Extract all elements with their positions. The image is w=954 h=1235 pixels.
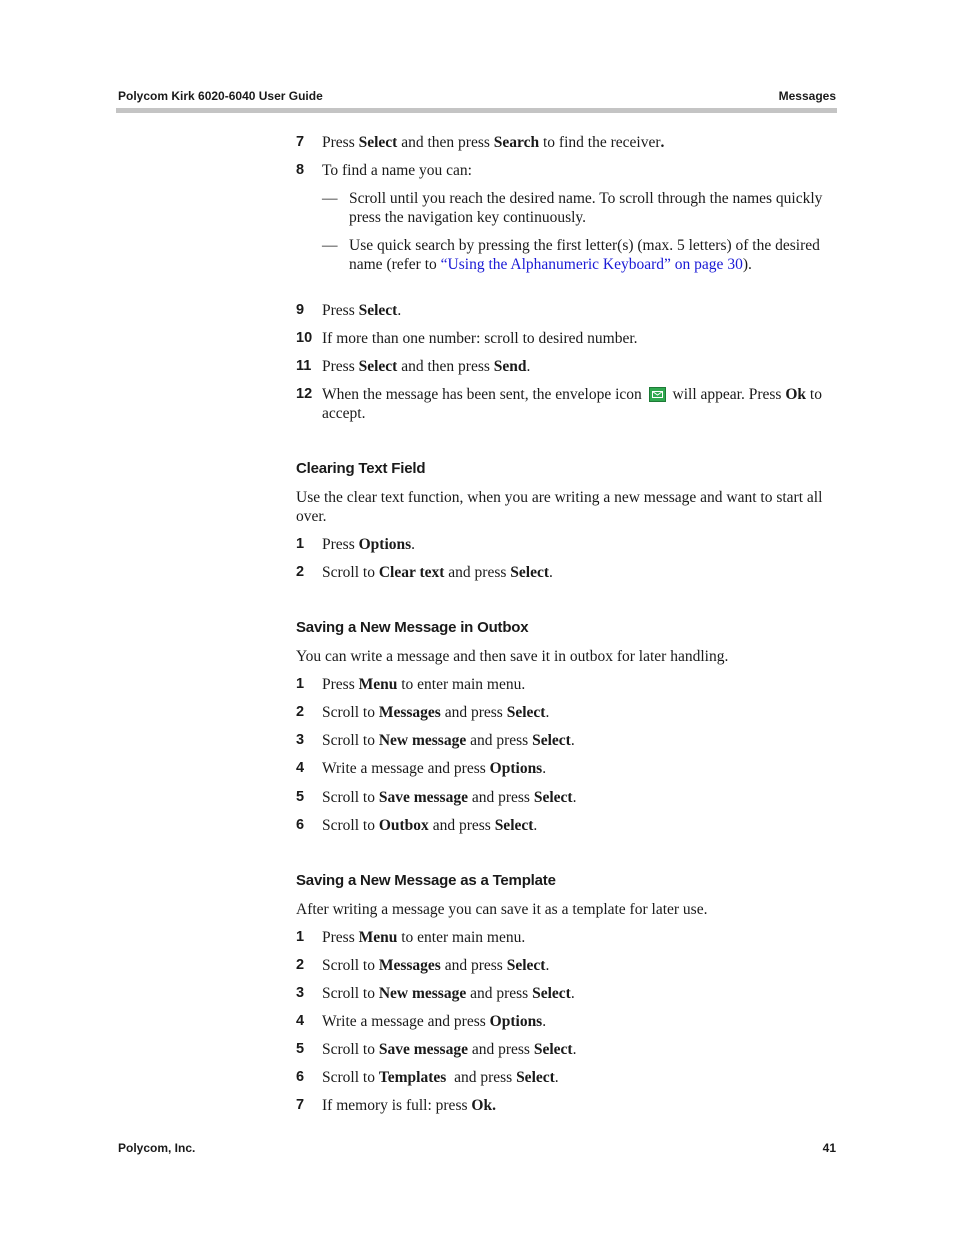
- step-text: When the message has been sent, the envelope icon will appear. Press Ok to accept.: [322, 386, 822, 422]
- step-text: If memory is full: press Ok.: [322, 1097, 496, 1114]
- step-text: Scroll to Clear text and press Select.: [322, 564, 553, 581]
- step-number: 1: [296, 676, 305, 692]
- heading-saving-outbox: Saving a New Message in Outbox: [296, 619, 529, 636]
- step-text: Write a message and press Options.: [322, 760, 547, 777]
- step-number: 4: [296, 1013, 305, 1029]
- step-text: Press Select.: [322, 302, 402, 319]
- step-text: To find a name you can:: [322, 162, 472, 179]
- step-number: 7: [296, 134, 305, 150]
- step-number: 5: [296, 789, 305, 805]
- step-number: 3: [296, 985, 305, 1001]
- template-intro: After writing a message you can save it as a template for later use.: [296, 901, 708, 918]
- step-text: Press Select and then press Search to find the receiver.: [322, 134, 665, 151]
- keyboard-reference-link[interactable]: “Using the Alphanumeric Keyboard” on page 30: [440, 256, 743, 273]
- header-rule: [116, 108, 837, 113]
- step-text: Scroll to Messages and press Select.: [322, 704, 550, 721]
- step-text: Scroll to Templates and press Select.: [322, 1069, 559, 1086]
- step-number: 4: [296, 760, 305, 776]
- clearing-intro: Use the clear text function, when you are writing a new message and want to start all over.: [296, 489, 823, 525]
- step-number: 8: [296, 162, 305, 178]
- step-number: 1: [296, 536, 305, 552]
- step-number: 3: [296, 732, 305, 748]
- step-number: 2: [296, 564, 305, 580]
- step-text: Scroll to Messages and press Select.: [322, 957, 550, 974]
- step-number: 1: [296, 929, 305, 945]
- step-number: 7: [296, 1097, 305, 1113]
- dash-mark: —: [322, 190, 338, 207]
- dash-text: Use quick search by pressing the first letter(s) (max. 5 letters) of the desired name (refer to “Using the Alphanumeric Keyboard” on page 30).: [349, 237, 820, 273]
- header-section: Messages: [778, 89, 836, 103]
- step-number: 5: [296, 1041, 305, 1057]
- step-text: Scroll to Save message and press Select.: [322, 789, 577, 806]
- envelope-icon: [649, 387, 666, 402]
- step-number: 2: [296, 957, 305, 973]
- step-text: Scroll to New message and press Select.: [322, 732, 575, 749]
- step-number: 6: [296, 817, 305, 833]
- heading-saving-template: Saving a New Message as a Template: [296, 872, 556, 889]
- step-number: 2: [296, 704, 305, 720]
- step-text: Press Menu to enter main menu.: [322, 676, 526, 693]
- step-text: Write a message and press Options.: [322, 1013, 547, 1030]
- step-text: Scroll to New message and press Select.: [322, 985, 575, 1002]
- step-number: 9: [296, 302, 305, 318]
- step-number: 10: [296, 330, 313, 346]
- step-text: If more than one number: scroll to desired number.: [322, 330, 638, 347]
- footer-page-number: 41: [822, 1141, 836, 1155]
- step-text: Press Select and then press Send.: [322, 358, 531, 375]
- step-number: 6: [296, 1069, 305, 1085]
- step-text: Press Options.: [322, 536, 416, 553]
- header-doc-title: Polycom Kirk 6020-6040 User Guide: [118, 89, 323, 103]
- outbox-intro: You can write a message and then save it in outbox for later handling.: [296, 648, 729, 665]
- step-number: 12: [296, 386, 313, 402]
- dash-text: Scroll until you reach the desired name. To scroll through the names quickly press the navigation key continuously.: [349, 190, 823, 226]
- step-text: Press Menu to enter main menu.: [322, 929, 526, 946]
- footer-company: Polycom, Inc.: [118, 1141, 196, 1155]
- dash-mark: —: [322, 237, 338, 254]
- heading-clearing-text-field: Clearing Text Field: [296, 460, 426, 477]
- step-number: 11: [296, 358, 312, 374]
- step-text: Scroll to Save message and press Select.: [322, 1041, 577, 1058]
- step-text: Scroll to Outbox and press Select.: [322, 817, 538, 834]
